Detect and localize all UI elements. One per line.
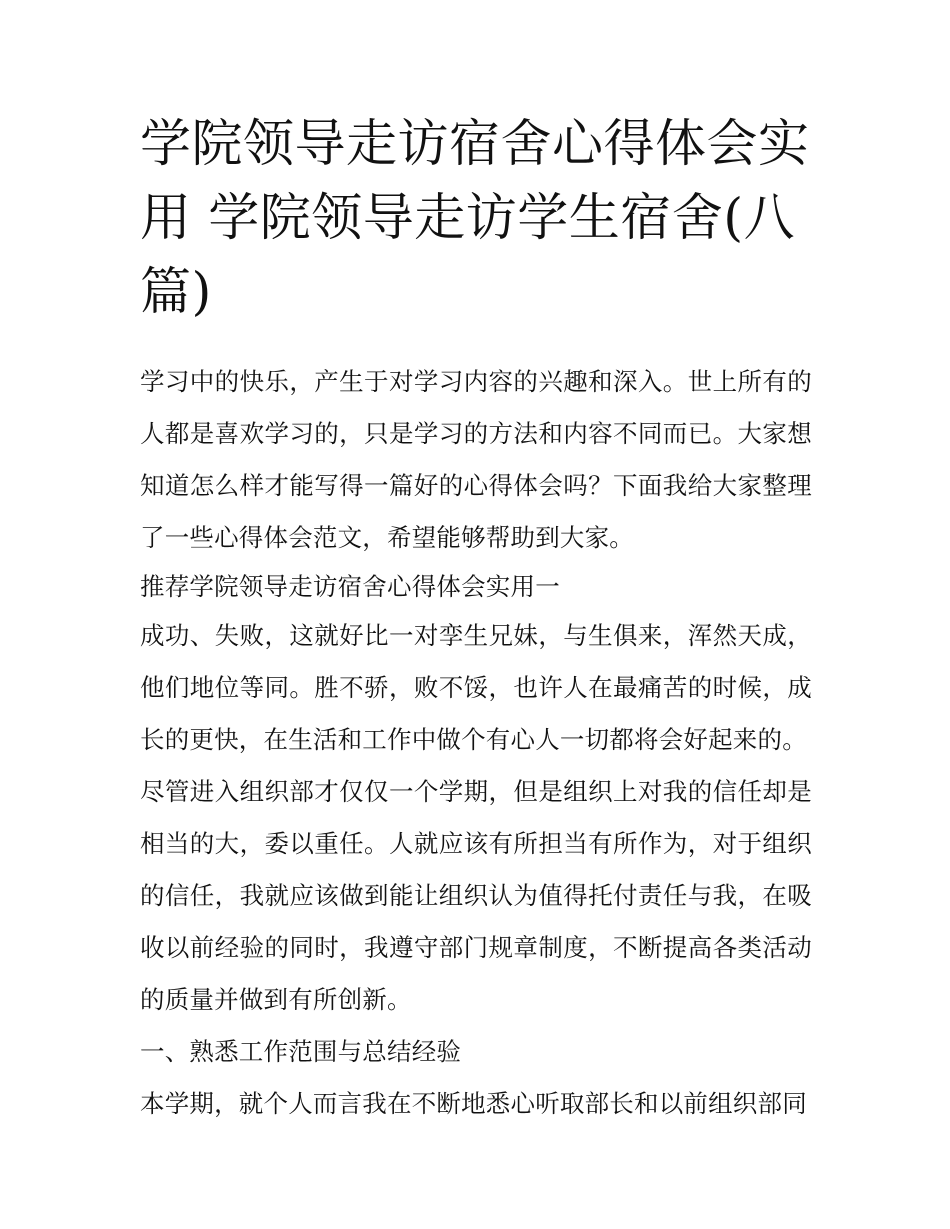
- document-content: [140, 108, 812, 1130]
- intro-paragraph: 学习中的快乐，产生于对学习内容的兴趣和深入。世上所有的人都是喜欢学习的，只是学习的方法和内容不同而已。大家想知道怎么样才能写得一篇好的心得体会吗？下面我给大家整理了一些心得体会范文，希望能够帮助到大家。: [140, 367, 812, 552]
- document-title: 学院领导走访宿舍心得体会实用 学院领导走访学生宿舍(八篇): [140, 115, 810, 322]
- document-body: [140, 356, 812, 1130]
- body-paragraph-3: 本学期，就个人而言我在不断地悉心听取部长和以前组织部同: [140, 1089, 807, 1118]
- section-heading-2: 一、熟悉工作范围与总结经验: [140, 1037, 462, 1066]
- body-paragraph-2: 尽管进入组织部才仅仅一个学期，但是组织上对我的信任却是相当的大，委以重任。人就应该有所担当有所作为，对于组织的信任，我就应该做到能让组织认为值得托付责任与我，在吸收以前经验的同时，我遵守部门规章制度，不断提高各类活动的质量并做到有所创新。: [140, 777, 812, 1014]
- section-heading-1: 推荐学院领导走访宿舍心得体会实用一: [140, 572, 560, 601]
- body-paragraph-1: 成功、失败，这就好比一对孪生兄妹，与生俱来，浑然天成，他们地位等同。胜不骄，败不馁，也许人在最痛苦的时候，成长的更快，在生活和工作中做个有心人一切都将会好起来的。: [140, 621, 812, 754]
